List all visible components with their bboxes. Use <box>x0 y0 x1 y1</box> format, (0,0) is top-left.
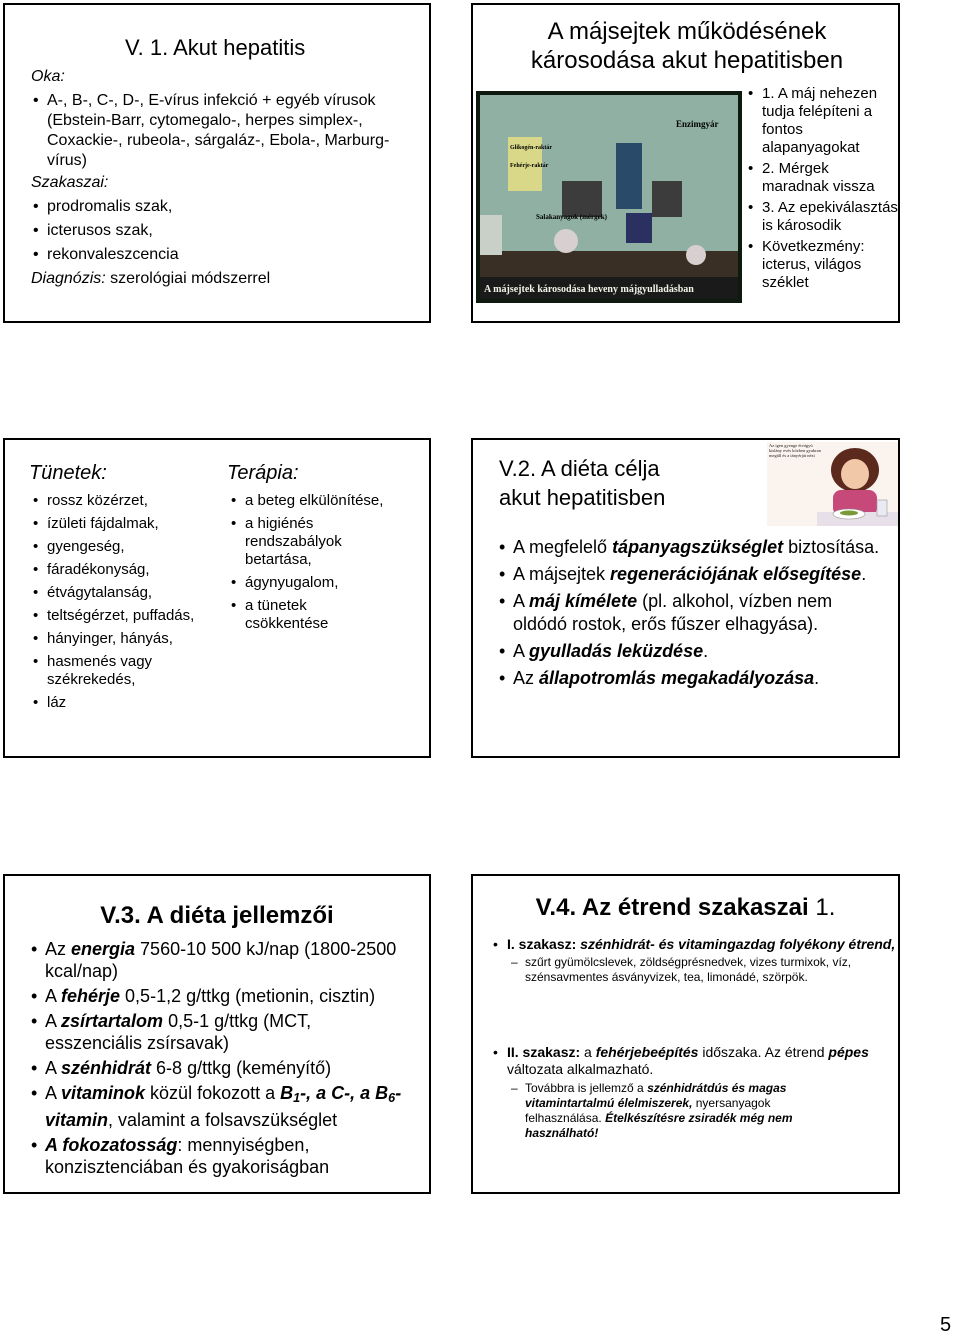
title-line-2: akut hepatitisben <box>499 485 666 510</box>
symptoms-title: Tünetek: <box>29 462 107 484</box>
diagnosis-text: szerológiai módszerrel <box>105 270 271 287</box>
slide-diet-stages <box>471 874 900 1194</box>
stage-1-detail: – szűrt gyümölcslevek, zöldségprésnedvek, vizes turmixok, víz, szénsavmentes ásványvizek, tea, limonádé, szörpök. <box>511 955 885 985</box>
list-item: • teltségérzet, puffadás, <box>33 607 223 625</box>
list-item: • icterusos szak, <box>33 221 423 241</box>
list-item: • 1. A máj nehezen tudja felépíteni a fontos alapanyagokat <box>748 85 898 157</box>
stages-list <box>33 197 423 265</box>
girl-eating-illustration <box>767 442 899 526</box>
slide-title: V. 1. Akut hepatitis <box>125 35 306 60</box>
list-item: • ágynyugalom, <box>231 574 421 592</box>
list-item: • fáradékonyság, <box>33 561 223 579</box>
list-item: • A szénhidrát 6-8 g/ttkg (keményítő) <box>31 1057 411 1079</box>
slide-diet-goal <box>471 438 900 758</box>
list-item: • a tünetek csökkentése <box>231 597 355 633</box>
list-item: • 2. Mérgek maradnak vissza <box>748 160 898 196</box>
title-text: V.4. Az étrend szakaszai <box>535 894 809 921</box>
slide-title <box>473 894 898 922</box>
factory-label: Enzimgyár <box>676 119 719 129</box>
liver-damage-bullets <box>748 85 898 292</box>
page-number: 5 <box>940 1314 952 1336</box>
list-item: • a higiénés rendszabályok betartása, <box>231 515 375 569</box>
slide-title: V.3. A diéta jellemzői <box>100 902 334 929</box>
slide-title <box>499 454 665 512</box>
glycogen-label: Glikogén-raktár <box>510 145 552 151</box>
symptoms-list <box>33 492 223 712</box>
list-item: • hányinger, hányás, <box>33 630 223 648</box>
list-item: • A megfelelő tápanyagszükséglet biztosítása. <box>499 536 889 559</box>
list-item: • gyengeség, <box>33 538 223 556</box>
list-item: • A zsírtartalom 0,5-1 g/ttkg (MCT, esszenciális zsírsavak) <box>31 1010 411 1054</box>
list-item: • A gyulladás leküzdése. <box>499 640 889 663</box>
list-item: • A máj kímélete (pl. alkohol, vízben nem oldódó rostok, erős fűszer elhagyása). <box>499 590 889 636</box>
therapy-list <box>231 492 421 633</box>
title-line-1: V.2. A diéta célja <box>499 456 660 481</box>
stage-2-heading: • II. szakasz: a fehérjebeépítés időszaka. Az étrend pépes változata alkalmazható. <box>493 1044 892 1078</box>
list-item: • ízületi fájdalmak, <box>33 515 223 533</box>
slide-liver-cell-damage <box>471 3 900 323</box>
title-number: 1. <box>808 894 836 921</box>
cause-item: • A-, B-, C-, D-, E-vírus infekció + egyéb vírusok (Ebstein-Barr, cytomegalo-, herpes simplex-, Coxackie-, rubeola-, sárgaláz-, Ebola-, Marburg-vírus) <box>33 91 423 171</box>
cause-label: Oka: <box>31 68 65 85</box>
list-item: • A vitaminok közül fokozott a $B_1-$, a C-, a $B_6$-vitamin, valamint a folsavszükséglet <box>31 1082 411 1131</box>
list-item: • Az állapotromlás megakadályozása. <box>499 667 889 690</box>
stages-label: Szakaszai: <box>31 174 109 191</box>
list-item: • A fokozatosság: mennyiségben, konzisztenciában és gyakoriságban <box>31 1134 411 1178</box>
list-item: • rekonvaleszcencia <box>33 245 423 265</box>
slide-diet-features <box>3 874 431 1194</box>
diet-features-list <box>31 938 411 1178</box>
waste-label: Salakanyagok (mérgek) <box>536 213 607 221</box>
slide-title: A májsejtek működésének károsodása akut hepatitisben <box>530 18 844 74</box>
list-item: • étvágytalanság, <box>33 584 223 602</box>
illustration-caption: A májsejtek károsodása heveny májgyulladásban <box>484 284 694 295</box>
list-item: • hasmenés vagy székrekedés, <box>33 653 177 689</box>
list-item: • Következmény: icterus, világos széklet <box>748 238 898 292</box>
list-item: • a beteg elkülönítése, <box>231 492 421 510</box>
list-item: • A májsejtek regenerációjának elősegítése. <box>499 563 889 586</box>
stage-2 <box>493 1044 897 1141</box>
slide-symptoms-therapy <box>3 438 431 758</box>
stage-1-heading: • I. szakasz: szénhidrát- és vitamingazdag folyékony étrend, <box>493 936 897 952</box>
diagnosis-label: Diagnózis: <box>31 270 106 287</box>
stage-1 <box>493 936 897 985</box>
list-item: • Az energia 7560-10 500 kJ/nap (1800-2500 kcal/nap) <box>31 938 411 982</box>
diet-goal-list <box>499 536 889 690</box>
protein-label: Fehérje-raktár <box>510 163 549 169</box>
illustration-text: Az igen gyenge étvágyú kislány evés közben gyakran megáll és a tányérját nézi <box>769 443 821 458</box>
liver-damage-illustration <box>476 91 742 303</box>
stage-2-detail: – Továbbra is jellemző a szénhidrátdús és magas vitamintartalmú élelmiszerek, nyersanyagok felhasználása. Ételkészítésre zsiradék még nem használható! <box>511 1081 845 1141</box>
diagnosis <box>31 269 423 289</box>
list-item: • láz <box>33 694 223 712</box>
list-item: • rossz közérzet, <box>33 492 223 510</box>
slide-acute-hepatitis <box>3 3 431 323</box>
list-item: • A fehérje 0,5-1,2 g/ttkg (metionin, cisztin) <box>31 985 411 1007</box>
list-item: • 3. Az epekiválasztás is károsodik <box>748 199 898 235</box>
list-item: • prodromalis szak, <box>33 197 423 217</box>
therapy-title: Terápia: <box>227 462 299 484</box>
